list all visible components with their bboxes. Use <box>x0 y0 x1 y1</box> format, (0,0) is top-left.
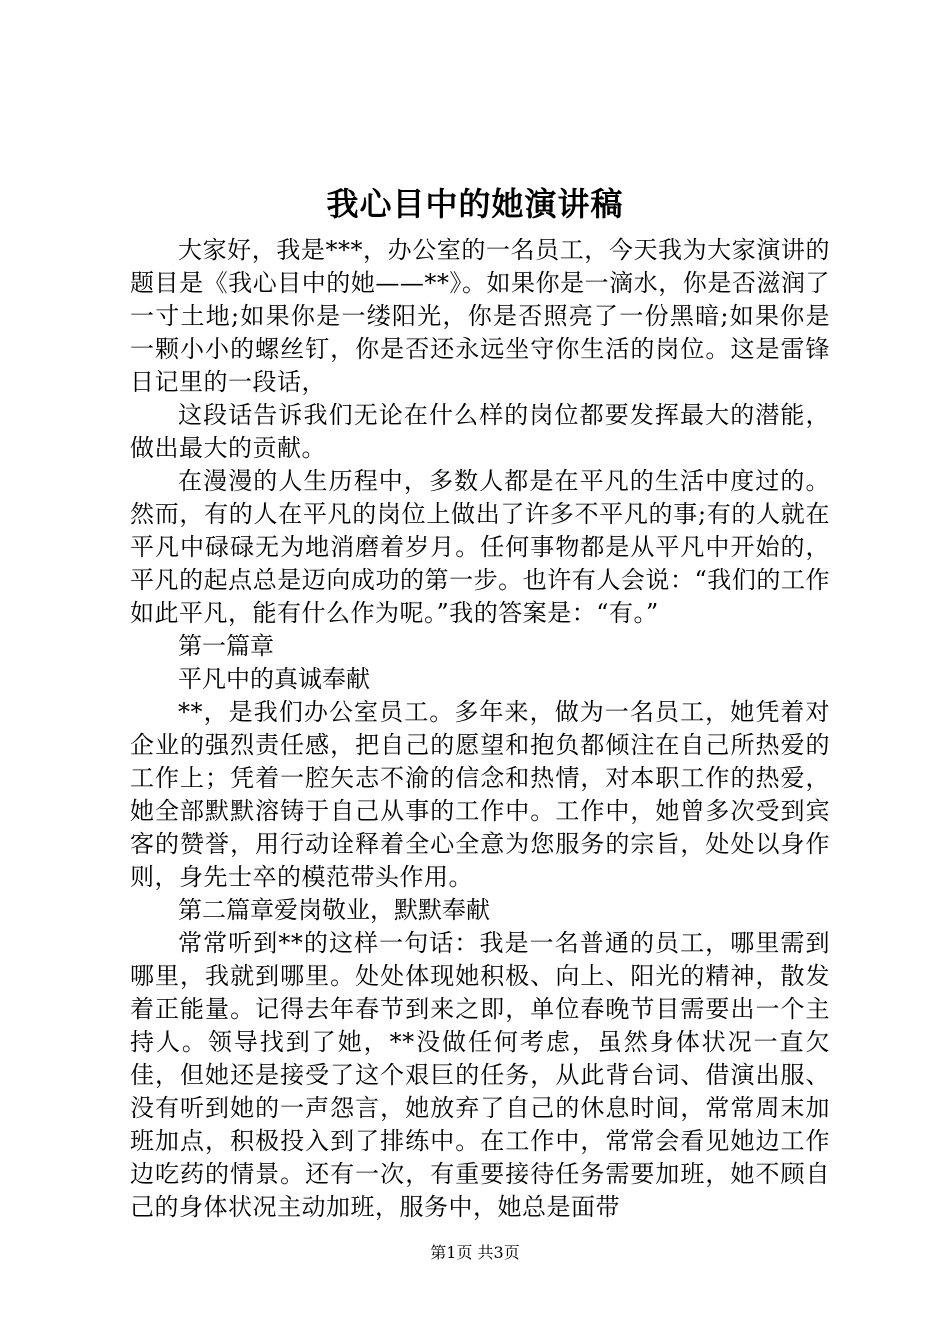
paragraph-devotion: 常常听到**的这样一句话：我是一名普通的员工，哪里需到哪里，我就到哪里。处处体现她积极、向上、阳光的精神，散发着正能量。记得去年春节到来之即，单位春晚节目需要出一个主持人。领导找到了她，**没做任何考虑，虽然身体状况一直欠佳，但她还是接受了这个艰巨的任务，从此背台词、借演出服、没有听到她的一声怨言，她放弃了自己的休息时间，常常周末加班加点，积极投入到了排练中。在工作中，常常会看见她边工作边吃药的情景。还有一次，有重要接待任务需要加班，她不顾自己的身体状况主动加班，服务中，她总是面带 <box>130 929 830 1221</box>
paragraph-ordinary: 在漫漫的人生历程中，多数人都是在平凡的生活中度过的。然而，有的人在平凡的岗位上做出了许多不平凡的事;有的人就在平凡中碌碌无为地消磨着岁月。任何事物都是从平凡中开始的，平凡的起点总是迈向成功的第一步。也许有人会说：“我们的工作如此平凡，能有什么作为呢。”我的答案是：“有。” <box>130 467 830 627</box>
paragraph-lesson: 这段话告诉我们无论在什么样的岗位都要发挥最大的潜能，做出最大的贡献。 <box>130 401 830 462</box>
document-body <box>130 234 830 1224</box>
chapter-one-subheading: 平凡中的真诚奉献 <box>178 665 370 693</box>
paragraph-dedication: **，是我们办公室员工。多年来，做为一名员工，她凭着对企业的强烈责任感，把自己的愿望和抱负都倾注在自己所热爱的工作上；凭着一腔矢志不渝的信念和热情，对本职工作的热爱，她全部默默溶铸于自己从事的工作中。工作中，她曾多次受到宾客的赞誉，用行动诠释着全心全意为您服务的宗旨，处处以身作则，身先士卒的模范带头作用。 <box>130 698 830 891</box>
chapter-one-heading: 第一篇章 <box>178 632 274 660</box>
paragraph-intro: 大家好，我是***，办公室的一名员工，今天我为大家演讲的题目是《我心目中的她——**》。如果你是一滴水，你是否滋润了一寸土地;如果你是一缕阳光，你是否照亮了一份黑暗;如果你是一颗小小的螺丝钉，你是否还永远坐守你生活的岗位。这是雷锋日记里的一段话， <box>130 236 830 396</box>
document-title: 我心目中的她演讲稿 <box>326 185 624 223</box>
chapter-two-heading: 第二篇章爱岗敬业，默默奉献 <box>178 896 490 924</box>
page-number-footer: 第1页 共3页 <box>430 1243 520 1262</box>
